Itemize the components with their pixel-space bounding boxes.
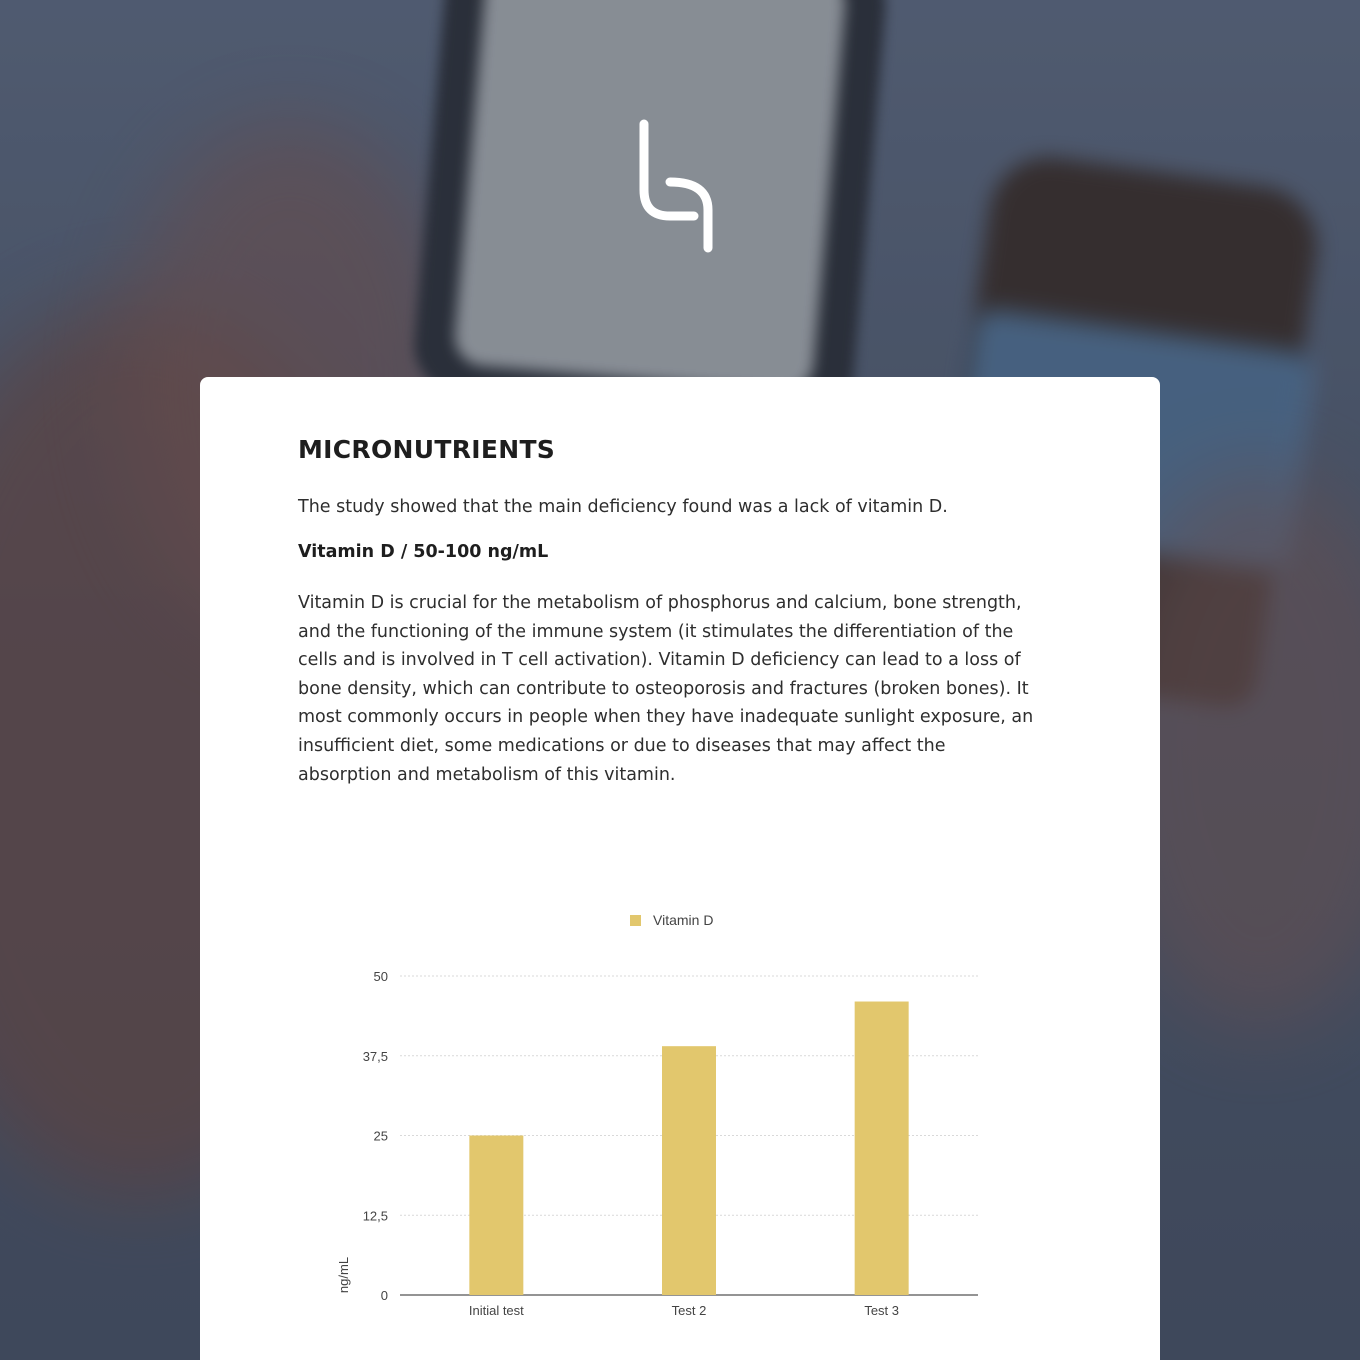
y-tick-label: 0	[380, 1288, 388, 1303]
y-tick-label: 37,5	[362, 1048, 388, 1064]
bar-test-3	[855, 1002, 909, 1295]
section-subheading: Vitamin D / 50-100 ng/mL	[298, 542, 549, 562]
x-tick-label: Test 2	[671, 1303, 707, 1318]
x-tick-label: Test 3	[864, 1303, 900, 1318]
legend-label: Vitamin D	[653, 912, 714, 928]
bar-test-2	[662, 1046, 716, 1295]
content-card	[200, 377, 1160, 1360]
y-tick-label: 12,5	[362, 1208, 388, 1224]
brand-logo-icon	[630, 118, 730, 268]
page-title: MICRONUTRIENTS	[298, 435, 556, 464]
vitamin-d-bar-chart	[200, 377, 1160, 1360]
legend-swatch	[630, 915, 641, 926]
y-axis-label: ng/mL	[336, 1256, 351, 1294]
y-tick-label: 25	[373, 1128, 388, 1144]
body-paragraph: Vitamin D is crucial for the metabolism of phosphorus and calcium, bone strength, and the functioning of the immune system (it stimulates the differentiation of the cells and is involved in T cell activation). Vitamin D deficiency can lead to a loss of bone density, which can contribute to osteoporosis and fractures (broken bones). It most commonly occurs in people when they have inadequate sunlight exposure, an insufficient diet, some medications or due to diseases that may affect the absorption and metabolism of this vitamin.	[298, 593, 1034, 785]
intro-text: The study showed that the main deficiency found was a lack of vitamin D.	[298, 497, 948, 517]
x-tick-label: Initial test	[468, 1303, 524, 1318]
y-tick-label: 50	[373, 969, 388, 984]
bar-initial-test	[469, 1136, 523, 1296]
